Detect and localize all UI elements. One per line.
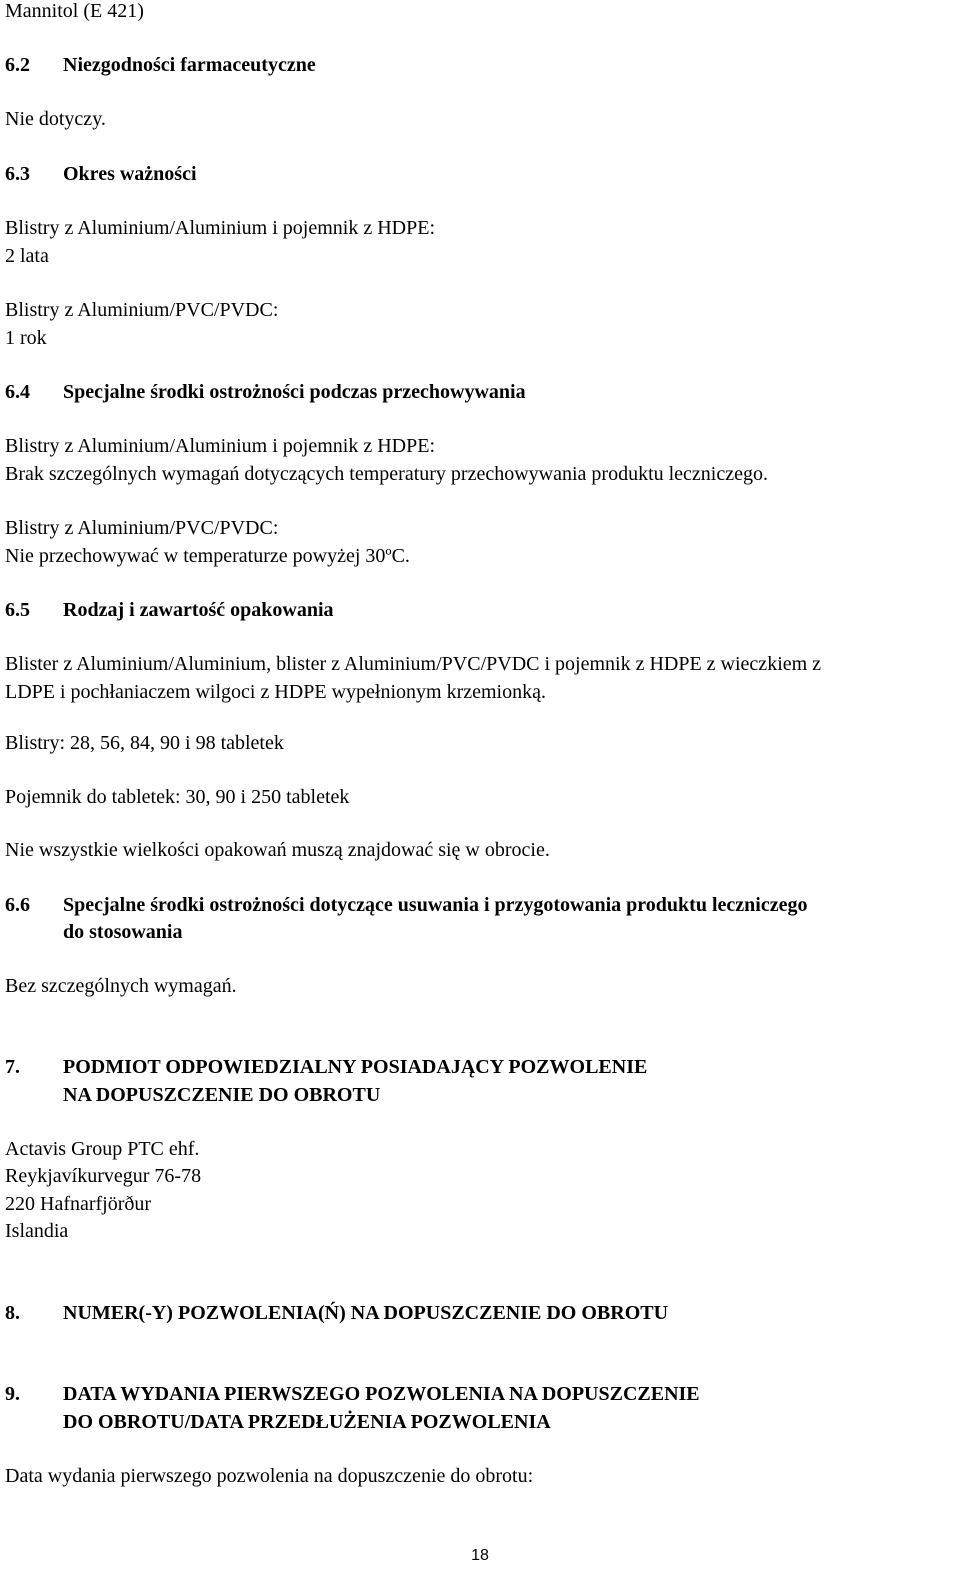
section-number: 6.5 [5, 599, 30, 621]
text-line: Blistry: 28, 56, 84, 90 i 98 tabletek [5, 732, 284, 754]
section-number: 9. [5, 1383, 20, 1405]
section-title: Specjalne środki ostrożności dotyczące usuwania i przygotowania produktu leczniczego [63, 894, 808, 916]
text-line: Nie przechowywać w temperaturze powyżej 30ºC. [5, 545, 410, 567]
text-line: Data wydania pierwszego pozwolenia na dopuszczenie do obrotu: [5, 1465, 534, 1487]
section-title: Specjalne środki ostrożności podczas przechowywania [63, 381, 526, 403]
text-line: Nie dotyczy. [5, 108, 106, 130]
section-number: 6.2 [5, 54, 30, 76]
text-line: Mannitol (E 421) [5, 0, 144, 22]
section-heading-6-5 [5, 597, 334, 624]
section-number: 6.6 [5, 894, 30, 916]
section-heading-6-4 [5, 379, 526, 406]
section-heading-6-3 [5, 161, 197, 188]
section-title-continued: NA DOPUSZCZENIE DO OBROTU [63, 1084, 381, 1106]
text-line: Blistry z Aluminium/PVC/PVDC: [5, 517, 279, 539]
section-heading-7 [5, 1054, 647, 1081]
section-number: 6.4 [5, 381, 30, 403]
text-line: 1 rok [5, 327, 47, 349]
section-heading-6-6 [5, 892, 807, 919]
section-number: 8. [5, 1302, 20, 1324]
text-line: LDPE i pochłaniaczem wilgoci z HDPE wypełnionym krzemionką. [5, 681, 546, 703]
section-title: NUMER(-Y) POZWOLENIA(Ń) NA DOPUSZCZENIE DO OBROTU [63, 1302, 669, 1324]
text-line: Blister z Aluminium/Aluminium, blister z Aluminium/PVC/PVDC i pojemnik z HDPE z wieczkiem z [5, 653, 822, 675]
text-line: Nie wszystkie wielkości opakowań muszą znajdować się w obrocie. [5, 839, 550, 861]
section-heading-9 [5, 1381, 700, 1408]
text-line: Reykjavíkurvegur 76-78 [5, 1165, 202, 1187]
text-line: 220 Hafnarfjörður [5, 1193, 152, 1215]
text-line: Blistry z Aluminium/PVC/PVDC: [5, 299, 279, 321]
text-line: Blistry z Aluminium/Aluminium i pojemnik z HDPE: [5, 217, 435, 239]
section-title: Niezgodności farmaceutyczne [63, 54, 316, 76]
section-heading-8 [5, 1300, 668, 1327]
section-title: Rodzaj i zawartość opakowania [63, 599, 334, 621]
section-heading-6-2 [5, 52, 316, 79]
section-title: PODMIOT ODPOWIEDZIALNY POSIADAJĄCY POZWOLENIE [63, 1056, 648, 1078]
text-line: Pojemnik do tabletek: 30, 90 i 250 tabletek [5, 786, 350, 808]
section-title: DATA WYDANIA PIERWSZEGO POZWOLENIA NA DOPUSZCZENIE [63, 1383, 700, 1405]
section-number: 7. [5, 1056, 20, 1078]
text-line: 2 lata [5, 245, 49, 267]
section-title-continued: DO OBROTU/DATA PRZEDŁUŻENIA POZWOLENIA [63, 1411, 551, 1433]
text-line: Brak szczególnych wymagań dotyczących temperatury przechowywania produktu leczniczego. [5, 463, 768, 485]
section-title: Okres ważności [63, 163, 197, 185]
text-line: Bez szczególnych wymagań. [5, 975, 237, 997]
page-number: 18 [471, 1547, 489, 1564]
text-line: Blistry z Aluminium/Aluminium i pojemnik z HDPE: [5, 435, 435, 457]
section-number: 6.3 [5, 163, 30, 185]
text-line: Actavis Group PTC ehf. [5, 1138, 200, 1160]
text-line: Islandia [5, 1220, 69, 1242]
section-title-continued: do stosowania [63, 921, 183, 943]
